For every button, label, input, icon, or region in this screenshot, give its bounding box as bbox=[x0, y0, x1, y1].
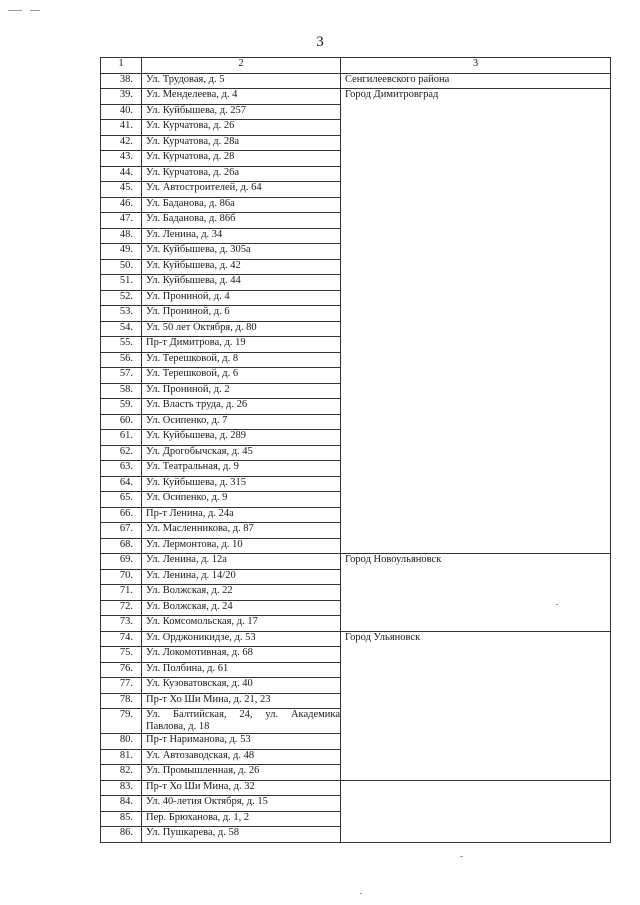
row-address: Ул. 50 лет Октября, д. 80 bbox=[142, 321, 341, 337]
row-address: Ул. Куйбышева, д. 289 bbox=[142, 430, 341, 446]
row-address: Ул. Ленина, д. 34 bbox=[142, 228, 341, 244]
row-address: Ул. Терешковой, д. 6 bbox=[142, 368, 341, 384]
row-address: Ул. Курчатова, д. 28а bbox=[142, 135, 341, 151]
row-address: Ул. Курчатова, д. 28 bbox=[142, 151, 341, 167]
row-address: Пр-т Ленина, д. 24а bbox=[142, 507, 341, 523]
row-address: Ул. Осипенко, д. 7 bbox=[142, 414, 341, 430]
row-number: 52. bbox=[101, 290, 142, 306]
row-number: 47. bbox=[101, 213, 142, 229]
table-header-row bbox=[101, 58, 611, 74]
scan-speck bbox=[30, 10, 40, 11]
row-address: Пр-т Нариманова, д. 53 bbox=[142, 734, 341, 750]
row-number: 72. bbox=[101, 600, 142, 616]
row-address: Ул. Локомотивная, д. 68 bbox=[142, 647, 341, 663]
scan-speck bbox=[556, 604, 558, 605]
row-number: 49. bbox=[101, 244, 142, 260]
row-number: 60. bbox=[101, 414, 142, 430]
row-address: Ул. Куйбышева, д. 305а bbox=[142, 244, 341, 260]
locality-cell: Город Димитровград bbox=[341, 89, 611, 554]
row-address: Ул. Пушкарева, д. 58 bbox=[142, 827, 341, 843]
row-number: 54. bbox=[101, 321, 142, 337]
row-address: Ул. Театральная, д. 9 bbox=[142, 461, 341, 477]
locality-cell: Сенгилеевского района bbox=[341, 73, 611, 89]
address-table bbox=[100, 57, 611, 843]
row-number: 58. bbox=[101, 383, 142, 399]
scan-speck bbox=[360, 893, 362, 894]
row-number: 66. bbox=[101, 507, 142, 523]
row-address: Ул. Трудовая, д. 5 bbox=[142, 73, 341, 89]
row-number: 44. bbox=[101, 166, 142, 182]
row-number: 56. bbox=[101, 352, 142, 368]
row-address: Ул. Курчатова, д. 26а bbox=[142, 166, 341, 182]
row-address: Ул. Менделеева, д. 4 bbox=[142, 89, 341, 105]
row-number: 59. bbox=[101, 399, 142, 415]
row-number: 42. bbox=[101, 135, 142, 151]
row-address: Ул. Прониной, д. 2 bbox=[142, 383, 341, 399]
row-address: Пер. Брюханова, д. 1, 2 bbox=[142, 811, 341, 827]
row-number: 53. bbox=[101, 306, 142, 322]
row-number: 62. bbox=[101, 445, 142, 461]
page-number: 3 bbox=[316, 34, 324, 50]
table-row bbox=[101, 631, 611, 647]
row-address: Ул. Волжская, д. 24 bbox=[142, 600, 341, 616]
row-address: Ул. Кузоватовская, д. 40 bbox=[142, 678, 341, 694]
row-number: 74. bbox=[101, 631, 142, 647]
scan-speck bbox=[8, 10, 22, 11]
row-number: 51. bbox=[101, 275, 142, 291]
row-number: 79. bbox=[101, 709, 142, 734]
row-number: 75. bbox=[101, 647, 142, 663]
header-cell-number: 1 bbox=[101, 58, 142, 74]
locality-cell: Город Новоульяновск bbox=[341, 554, 611, 632]
row-address: Ул. Масленникова, д. 87 bbox=[142, 523, 341, 539]
table-row bbox=[101, 780, 611, 796]
row-number: 80. bbox=[101, 734, 142, 750]
row-address: Ул. Баданова, д. 86а bbox=[142, 197, 341, 213]
row-address: Ул. Куйбышева, д. 257 bbox=[142, 104, 341, 120]
locality-cell bbox=[341, 780, 611, 842]
row-number: 61. bbox=[101, 430, 142, 446]
row-number: 41. bbox=[101, 120, 142, 136]
row-address: Ул. Комсомольская, д. 17 bbox=[142, 616, 341, 632]
row-number: 64. bbox=[101, 476, 142, 492]
row-number: 81. bbox=[101, 749, 142, 765]
row-address: Ул. Куйбышева, д. 315 bbox=[142, 476, 341, 492]
row-address: Ул. Балтийская, 24, ул. Академика Павлова, д. 18 bbox=[142, 709, 341, 734]
row-number: 40. bbox=[101, 104, 142, 120]
locality-cell: Город Ульяновск bbox=[341, 631, 611, 780]
table-row bbox=[101, 554, 611, 570]
row-address: Ул. Осипенко, д. 9 bbox=[142, 492, 341, 508]
row-number: 39. bbox=[101, 89, 142, 105]
table-row bbox=[101, 73, 611, 89]
row-number: 38. bbox=[101, 73, 142, 89]
row-number: 65. bbox=[101, 492, 142, 508]
row-number: 63. bbox=[101, 461, 142, 477]
row-address: Ул. Баданова, д. 86б bbox=[142, 213, 341, 229]
row-number: 83. bbox=[101, 780, 142, 796]
row-address: Ул. 40-летия Октября, д. 15 bbox=[142, 796, 341, 812]
header-cell-locality: 3 bbox=[341, 58, 611, 74]
row-number: 82. bbox=[101, 765, 142, 781]
row-number: 76. bbox=[101, 662, 142, 678]
row-address: Ул. Ленина, д. 14/20 bbox=[142, 569, 341, 585]
scan-speck bbox=[460, 856, 463, 857]
row-number: 50. bbox=[101, 259, 142, 275]
row-address: Ул. Дрогобычская, д. 45 bbox=[142, 445, 341, 461]
row-address: Пр-т Хо Ши Мина, д. 32 bbox=[142, 780, 341, 796]
row-address: Ул. Волжская, д. 22 bbox=[142, 585, 341, 601]
row-address: Пр-т Хо Ши Мина, д. 21, 23 bbox=[142, 693, 341, 709]
row-address: Ул. Куйбышева, д. 42 bbox=[142, 259, 341, 275]
row-number: 43. bbox=[101, 151, 142, 167]
row-number: 78. bbox=[101, 693, 142, 709]
row-address: Ул. Прониной, д. 4 bbox=[142, 290, 341, 306]
row-number: 71. bbox=[101, 585, 142, 601]
row-address: Ул. Курчатова, д. 26 bbox=[142, 120, 341, 136]
row-number: 84. bbox=[101, 796, 142, 812]
row-address: Ул. Куйбышева, д. 44 bbox=[142, 275, 341, 291]
row-number: 69. bbox=[101, 554, 142, 570]
row-number: 67. bbox=[101, 523, 142, 539]
row-address: Ул. Прониной, д. 6 bbox=[142, 306, 341, 322]
row-address: Ул. Автостроителей, д. 64 bbox=[142, 182, 341, 198]
row-number: 77. bbox=[101, 678, 142, 694]
row-address: Ул. Терешковой, д. 8 bbox=[142, 352, 341, 368]
row-number: 70. bbox=[101, 569, 142, 585]
row-number: 57. bbox=[101, 368, 142, 384]
table-body bbox=[101, 58, 611, 843]
row-number: 48. bbox=[101, 228, 142, 244]
row-number: 68. bbox=[101, 538, 142, 554]
header-cell-address: 2 bbox=[142, 58, 341, 74]
row-address: Ул. Орджоникидзе, д. 53 bbox=[142, 631, 341, 647]
row-address: Ул. Лермонтова, д. 10 bbox=[142, 538, 341, 554]
row-address: Ул. Ленина, д. 12а bbox=[142, 554, 341, 570]
row-number: 46. bbox=[101, 197, 142, 213]
row-address: Ул. Автозаводская, д. 48 bbox=[142, 749, 341, 765]
row-number: 55. bbox=[101, 337, 142, 353]
row-address: Ул. Полбина, д. 61 bbox=[142, 662, 341, 678]
row-address: Ул. Промышленная, д. 26 bbox=[142, 765, 341, 781]
row-address: Пр-т Димитрова, д. 19 bbox=[142, 337, 341, 353]
table-row bbox=[101, 89, 611, 105]
row-number: 85. bbox=[101, 811, 142, 827]
row-number: 86. bbox=[101, 827, 142, 843]
row-number: 45. bbox=[101, 182, 142, 198]
row-address: Ул. Власть труда, д. 26 bbox=[142, 399, 341, 415]
row-number: 73. bbox=[101, 616, 142, 632]
